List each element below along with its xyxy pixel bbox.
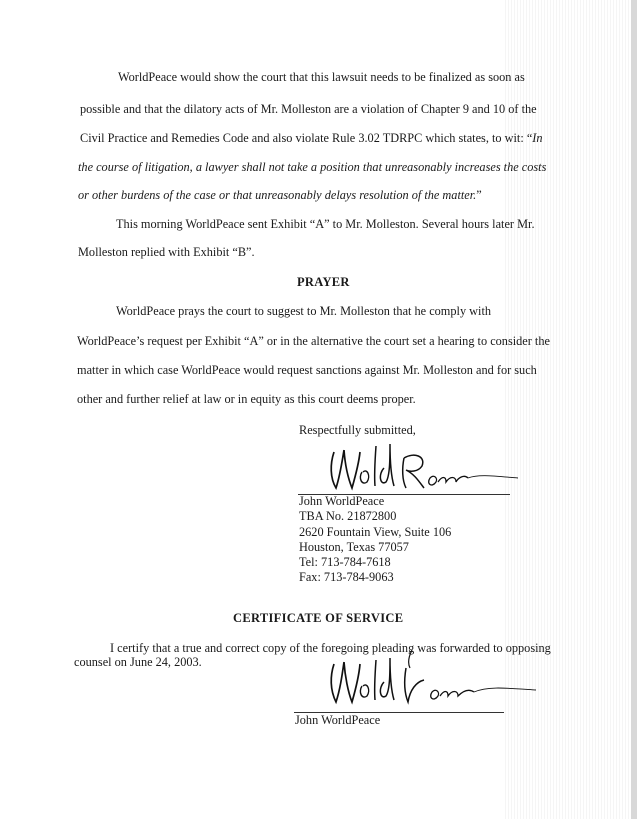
attorney-contact-block <box>299 494 451 586</box>
prayer-heading: PRAYER <box>297 275 350 289</box>
quote-start: In <box>532 131 543 145</box>
attorney-name: John WorldPeace <box>299 494 385 508</box>
prayer-line3: matter in which case WorldPeace would request sanctions against Mr. Molleston and for such <box>77 363 537 377</box>
certificate-signature-icon <box>316 650 542 710</box>
fax: Fax: 713-784-9063 <box>299 570 394 585</box>
paragraph1-line3-text: Civil Practice and Remedies Code and also violate Rule 3.02 TDRPC which states, to wit: “ <box>80 131 533 145</box>
paragraph1-line1: WorldPeace would show the court that this lawsuit needs to be finalized as soon as <box>118 70 525 84</box>
scan-edge <box>631 0 637 819</box>
prayer-line1: WorldPeace prays the court to suggest to Mr. Molleston that he comply with <box>116 304 492 318</box>
closing-text: Respectfully submitted, <box>299 423 416 437</box>
paragraph1-line3 <box>80 131 543 145</box>
bar-number: TBA No. 21872800 <box>299 509 397 524</box>
quote-close-mark: ” <box>476 188 482 202</box>
signature-icon <box>318 438 528 496</box>
certificate-line2: counsel on June 24, 2003. <box>74 655 202 669</box>
certificate-signer-name: John WorldPeace <box>295 713 381 727</box>
quote-end: or other burdens of the case or that unreasonably delays resolution of the matter. <box>78 188 477 202</box>
prayer-line2: WorldPeace’s request per Exhibit “A” or in the alternative the court set a hearing to consider the <box>77 334 550 348</box>
paragraph1-line2: possible and that the dilatory acts of Mr. Molleston are a violation of Chapter 9 and 10 of the <box>80 102 537 116</box>
paragraph1-line5 <box>78 188 482 202</box>
paragraph2-line2: Molleston replied with Exhibit “B”. <box>78 245 255 259</box>
paragraph1-line4: the course of litigation, a lawyer shall not take a position that unreasonably increases the costs <box>78 160 547 174</box>
certificate-heading: CERTIFICATE OF SERVICE <box>233 611 404 625</box>
paragraph2-line1: This morning WorldPeace sent Exhibit “A” to Mr. Molleston. Several hours later Mr. <box>116 217 535 231</box>
telephone: Tel: 713-784-7618 <box>299 555 391 570</box>
address-line2: Houston, Texas 77057 <box>299 539 409 554</box>
address-line1: 2620 Fountain View, Suite 106 <box>299 524 452 539</box>
prayer-line4: other and further relief at law or in equity as this court deems proper. <box>77 392 416 406</box>
certificate-line1: I certify that a true and correct copy of the foregoing pleading was forwarded to opposing <box>110 641 551 655</box>
